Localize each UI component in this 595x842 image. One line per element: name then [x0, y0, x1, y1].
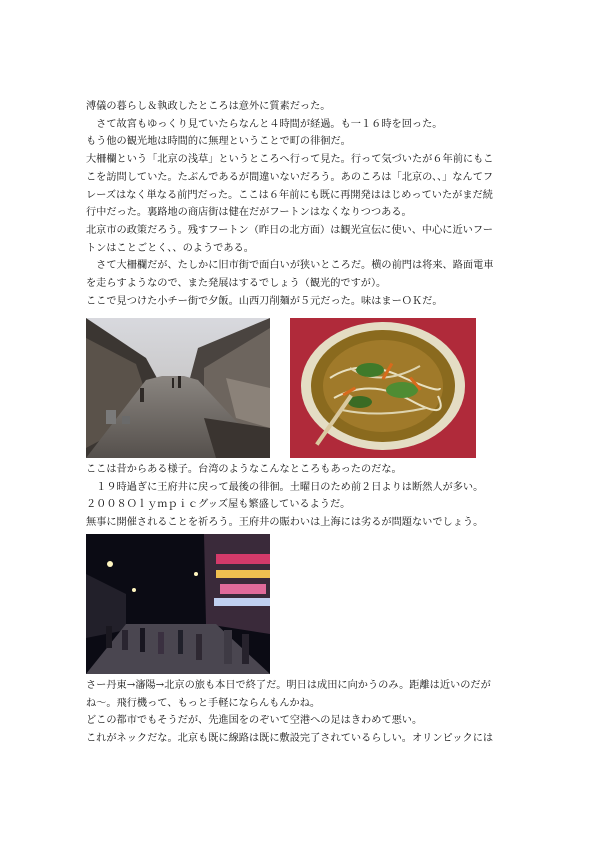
text-block-1: [86, 98, 516, 310]
text-line: さて大柵欄だが、たしかに旧市街で面白いが狭いところだ。横の前門は将来、路面電車: [86, 260, 494, 272]
text-line: ここは昔からある様子。台湾のようなこんなところもあったのだな。: [86, 464, 402, 475]
text-line: 北京市の政策だろう。残すフートン（昨日の北方面）は観光宣伝に使い、中心に近いフー: [86, 224, 493, 236]
wangfujing-night-street-photo: [86, 534, 270, 674]
text-line: さー丹東→瀋陽→北京の旅も本日で終了だ。明日は成田に向かうのみ。距離は近いのだが: [86, 680, 491, 691]
text-line: １９時過ぎに王府井に戻って最後の徘徊。土曜日のため前２日よりは断然人が多い。: [86, 481, 484, 493]
text-line: もう他の観光地は時間的に無理ということで町の徘徊だ。: [86, 136, 351, 148]
text-line: これがネックだな。北京も既に線路は既に敷設完了されているらしい。オリンピックには: [86, 733, 494, 745]
text-block-2: [86, 461, 516, 532]
text-line: さて故宮もゆっくり見ていたらなんと４時間が経過。も一１６時を回った。: [86, 118, 443, 130]
text-line: 行中だった。裏路地の商店街は健在だがフートンはなくなりつつある。: [86, 207, 412, 219]
noodle-bowl-photo: [290, 318, 476, 458]
hutong-street-photo: [86, 318, 270, 458]
text-line: ここで見つけた小チー街で夕飯。山西刀削麺が５元だった。味はまーＯＫだ。: [86, 295, 443, 307]
text-line: ２００８Ｏｌｙｍｐｉｃグッズ屋も繁盛しているようだ。: [86, 499, 351, 511]
text-line: 大柵欄という「北京の浅草」というところへ行って見た。行って気づいたが６年前にもこ: [86, 154, 494, 166]
text-line: こを訪問していた。たぶんであるが間違いないだろう。あのころは「北京の、、」なんてフ: [86, 171, 494, 183]
text-line: を走らすようなので、また発展はするでしょう（観光的ですが）。: [86, 278, 387, 290]
text-line: レーズはなく単なる前門だった。ここは６年前にも既に再開発ははじめっていたがまだ続: [86, 189, 493, 201]
text-line: 無事に開催されることを祈ろう。王府井の賑わいは上海には劣るが問題ないでしょう。: [86, 517, 484, 529]
text-block-3: [86, 677, 516, 748]
text-line: トンはことごとく、、のようである。: [86, 242, 254, 254]
text-line: ね〜。飛行機って、もっと手軽にならんもんかね。: [86, 697, 321, 709]
text-line: 溥儀の暮らし＆執政したところは意外に質素だった。: [86, 101, 331, 112]
text-line: どこの都市でもそうだが、先進国をのぞいて空港への足はきわめて悪い。: [86, 715, 423, 727]
